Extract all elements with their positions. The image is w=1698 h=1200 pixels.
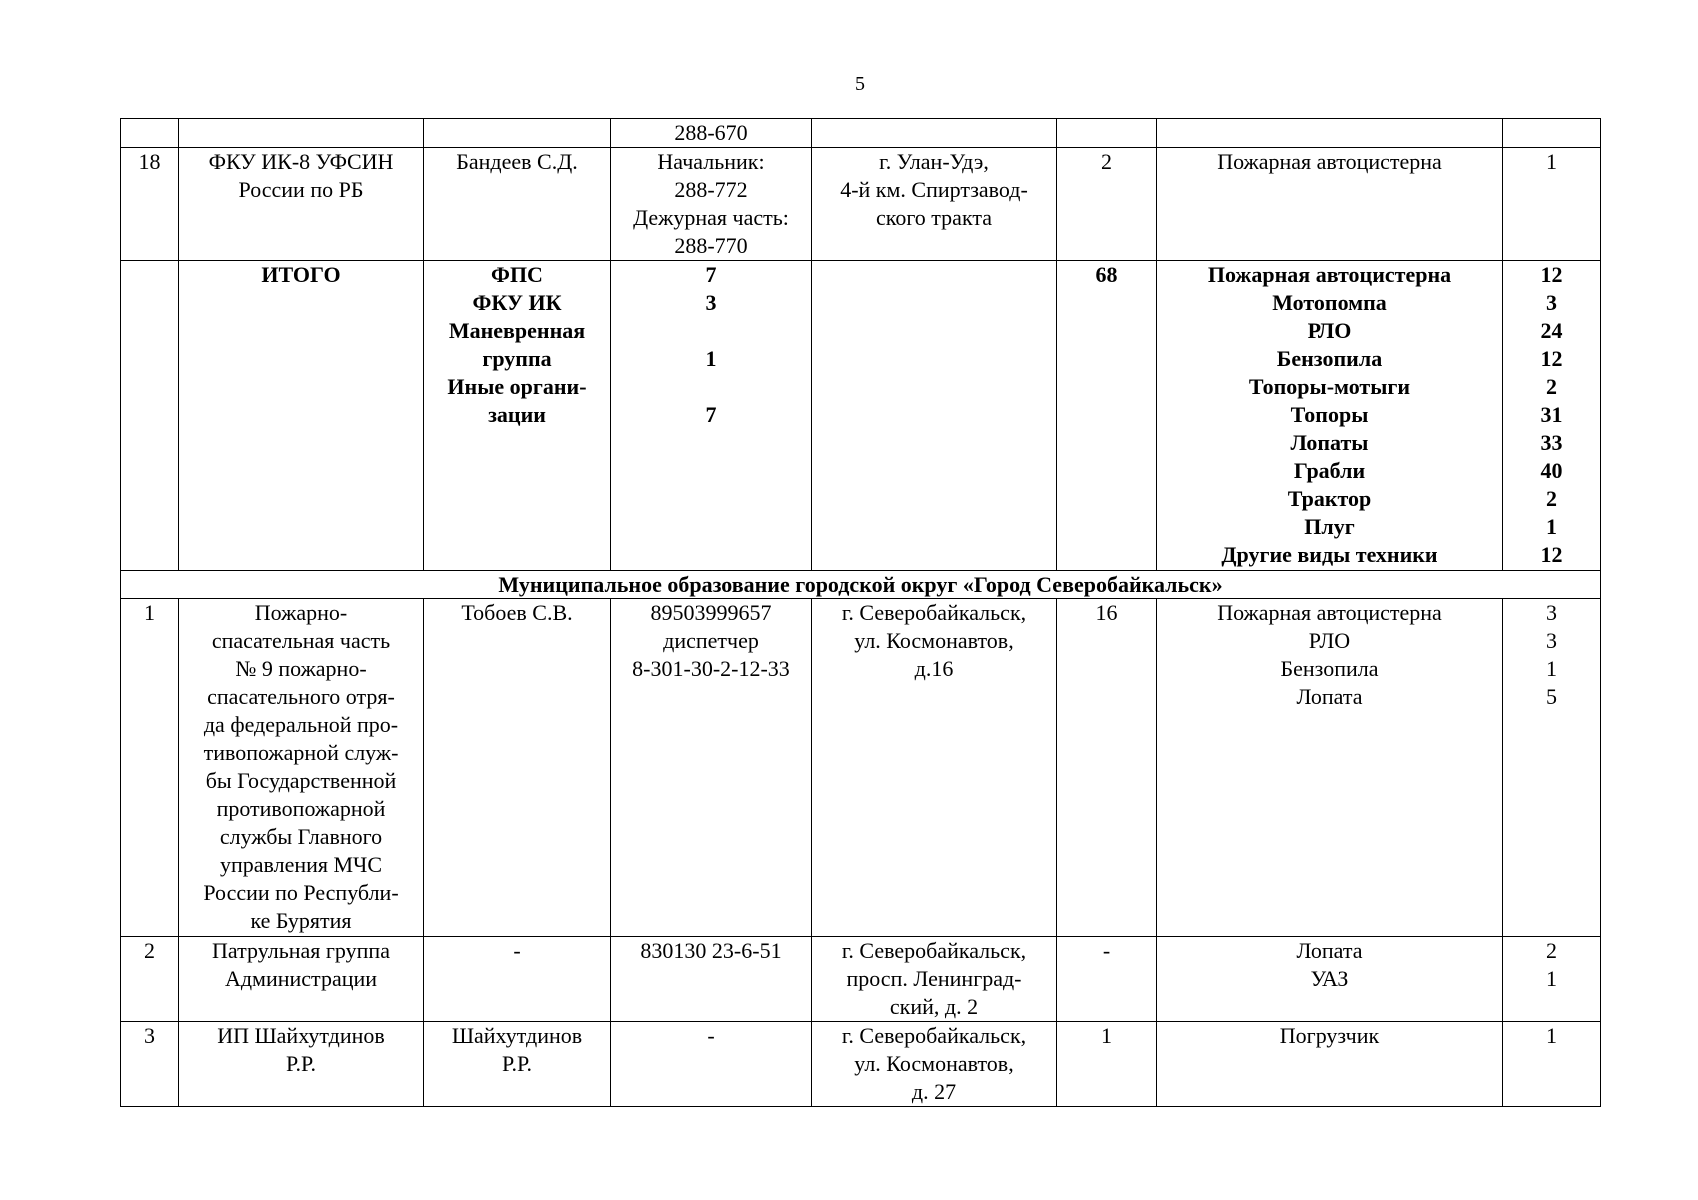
cell-qty (1503, 1022, 1601, 1107)
cell-org-line: № 9 пожарно- (235, 656, 367, 681)
cell-address (812, 1022, 1057, 1107)
cell-org (179, 937, 424, 1022)
phone-line: Дежурная часть: (633, 205, 789, 230)
total-qty-item: 40 (1540, 458, 1563, 483)
cell-head (424, 119, 611, 148)
cell-num (121, 937, 179, 1022)
cell-org-line: службы Главного (219, 824, 383, 849)
cell-people-line: 16 (1095, 600, 1118, 625)
total-org-line: зации (488, 402, 546, 427)
cell-num (121, 599, 179, 937)
cell-people (1057, 119, 1157, 148)
total-qty-item: 24 (1540, 318, 1563, 343)
cell-equipment-line: Бензопила (1280, 656, 1379, 681)
cell-num (121, 261, 179, 571)
cell-qty-line: 1 (1546, 1023, 1557, 1048)
cell-phone-line: - (707, 1023, 715, 1048)
cell-equipment-line: УАЗ (1310, 966, 1349, 991)
cell-phone (611, 937, 812, 1022)
total-count: 1 (705, 346, 717, 371)
table-row (121, 1022, 1601, 1107)
cell-qty (1503, 119, 1601, 148)
table-row-18 (121, 148, 1601, 261)
address-line: 4-й км. Спиртзавод- (840, 177, 1028, 202)
cell-equipment: Пожарная автоцистерна (1157, 148, 1503, 261)
cell-head-line: Шайхутдинов (451, 1023, 583, 1048)
cell-equipment-line: Пожарная автоцистерна (1217, 600, 1442, 625)
cell-phone (611, 599, 812, 937)
total-equipment-item: Другие виды техники (1221, 542, 1438, 567)
phone-line: 288-772 (674, 177, 748, 202)
cell-qty (1503, 599, 1601, 937)
cell-org (179, 1022, 424, 1107)
cell-address (812, 148, 1057, 261)
section-title: Муниципальное образование городской округ «Город Северобайкальск» (121, 571, 1601, 599)
cell-num (121, 119, 179, 148)
total-org-line: ФПС (491, 262, 543, 287)
total-equipment-item: Лопаты (1290, 430, 1369, 455)
cell-address-line: ский, д. 2 (889, 994, 979, 1019)
total-equipment-item: Пожарная автоцистерна (1207, 262, 1452, 287)
cell-org-line: бы Государственной (205, 768, 397, 793)
cell-head (424, 1022, 611, 1107)
cell-total-equipment (1157, 261, 1503, 571)
total-count: 7 (705, 402, 717, 427)
total-count-gap (615, 317, 807, 345)
cell-equipment-line: Лопата (1296, 684, 1363, 709)
cell-org-line: противопожарной (216, 796, 386, 821)
cell-people-line: - (1102, 938, 1111, 963)
table-row-total (121, 261, 1601, 571)
cell-org-line: Администрации (224, 966, 378, 991)
cell-people (1057, 937, 1157, 1022)
page-number: 5 (855, 73, 865, 95)
total-equipment-item: Грабли (1293, 458, 1366, 483)
cell-org-line: спасательная часть (211, 628, 391, 653)
cell-equipment (1157, 599, 1503, 937)
org-line: ФКУ ИК-8 УФСИН (208, 149, 394, 174)
total-equipment-item: Плуг (1304, 514, 1355, 539)
cell-org (179, 148, 424, 261)
cell-address (812, 937, 1057, 1022)
cell-address (812, 261, 1057, 571)
table-row (121, 937, 1601, 1022)
table-row-continuation (121, 119, 1601, 148)
cell-equipment (1157, 119, 1503, 148)
total-qty-item: 12 (1540, 542, 1563, 567)
cell-org-line: Патрульная группа (212, 938, 390, 963)
cell-qty-line: 3 (1546, 600, 1557, 625)
total-equipment-item: Топоры (1290, 402, 1369, 427)
cell-equipment-line: Лопата (1296, 938, 1363, 963)
total-count-gap (615, 373, 807, 401)
total-qty-item: 12 (1540, 262, 1563, 287)
cell-qty-line: 1 (1546, 966, 1557, 991)
cell-phone-line: 8-301-30-2-12-33 (632, 656, 790, 681)
cell-org (179, 599, 424, 937)
cell-address-line: д.16 (914, 656, 954, 681)
cell-num-line: 2 (144, 938, 155, 963)
cell-num (121, 1022, 179, 1107)
cell-address-line: г. Северобайкальск, (841, 600, 1027, 625)
cell-people: 2 (1057, 148, 1157, 261)
cell-qty-line: 1 (1546, 656, 1557, 681)
cell-org (179, 119, 424, 148)
cell-total-counts (611, 261, 812, 571)
cell-head (424, 599, 611, 937)
cell-phone (611, 1022, 812, 1107)
total-qty-item: 1 (1546, 514, 1557, 539)
cell-org-line: России по Республи- (203, 880, 399, 905)
cell-people (1057, 599, 1157, 937)
cell-head: Бандеев С.Д. (424, 148, 611, 261)
cell-people-line: 1 (1101, 1023, 1112, 1048)
total-count: 7 (705, 262, 717, 287)
cell-address-line: г. Северобайкальск, (841, 1023, 1027, 1048)
cell-address (812, 599, 1057, 937)
cell-head-line: Тобоев С.В. (461, 600, 573, 625)
cell-qty: 1 (1503, 148, 1601, 261)
cell-address-line: д. 27 (911, 1079, 957, 1104)
cell-phone (611, 148, 812, 261)
total-qty-item: 31 (1540, 402, 1563, 427)
total-equipment-item: Топоры-мотыги (1248, 374, 1411, 399)
cell-phone-line: 830130 23-6-51 (640, 938, 782, 963)
cell-phone-line: диспетчер (663, 628, 759, 653)
cell-phone-line: 89503999657 (650, 600, 772, 625)
cell-org-line: да федеральной про- (203, 712, 399, 737)
cell-total-qty (1503, 261, 1601, 571)
cell-qty-line: 5 (1546, 684, 1557, 709)
resources-table (120, 118, 1601, 1107)
total-people: 68 (1057, 261, 1157, 571)
cell-phone: 288-670 (611, 119, 812, 148)
cell-qty-line: 3 (1546, 628, 1557, 653)
cell-org-line: Пожарно- (254, 600, 348, 625)
address-line: ского тракта (875, 205, 992, 230)
cell-org-line: ке Бурятия (250, 908, 352, 933)
total-org-line: Маневренная (448, 318, 586, 343)
total-org-line: группа (482, 346, 552, 371)
total-qty-item: 2 (1546, 486, 1557, 511)
cell-org-line: ИП Шайхутдинов (217, 1023, 385, 1048)
cell-head (424, 937, 611, 1022)
total-equipment-item: Трактор (1287, 486, 1372, 511)
total-qty-item: 33 (1540, 430, 1563, 455)
total-qty-item: 3 (1546, 290, 1557, 315)
table-row (121, 599, 1601, 937)
total-qty-item: 12 (1540, 346, 1563, 371)
cell-qty-line: 2 (1546, 938, 1557, 963)
cell-address-line: ул. Космонавтов, (854, 1051, 1014, 1076)
cell-equipment-line: Погрузчик (1279, 1023, 1380, 1048)
cell-address-line: ул. Космонавтов, (854, 628, 1014, 653)
cell-qty (1503, 937, 1601, 1022)
cell-num-line: 3 (144, 1023, 155, 1048)
total-qty-item: 2 (1546, 374, 1557, 399)
cell-equipment (1157, 937, 1503, 1022)
cell-address (812, 119, 1057, 148)
org-line: России по РБ (238, 177, 364, 202)
address-line: г. Улан-Удэ, (879, 149, 989, 174)
cell-address-line: просп. Ленинград- (846, 966, 1022, 991)
cell-total-orgs (424, 261, 611, 571)
phone-line: 288-770 (674, 233, 748, 258)
total-equipment-item: РЛО (1307, 318, 1352, 343)
cell-org-line: тивопожарной служ- (203, 740, 399, 765)
phone-line: Начальник: (657, 149, 765, 174)
total-org-line: Иные органи- (447, 374, 587, 399)
cell-equipment (1157, 1022, 1503, 1107)
cell-head-line: Р.Р. (502, 1051, 532, 1076)
cell-org-line: спасательного отря- (207, 684, 395, 709)
cell-address-line: г. Северобайкальск, (841, 938, 1027, 963)
cell-equipment-line: РЛО (1308, 628, 1351, 653)
cell-num-line: 1 (144, 600, 155, 625)
total-org-line: ФКУ ИК (472, 290, 562, 315)
cell-num: 18 (121, 148, 179, 261)
section-header-row (121, 571, 1601, 599)
total-count: 3 (705, 290, 717, 315)
cell-people (1057, 1022, 1157, 1107)
cell-org-line: Р.Р. (286, 1051, 316, 1076)
cell-head-line: - (513, 938, 521, 963)
total-equipment-item: Бензопила (1276, 346, 1383, 371)
cell-org-line: управления МЧС (219, 852, 383, 877)
total-equipment-item: Мотопомпа (1272, 290, 1387, 315)
total-label: ИТОГО (179, 261, 424, 571)
